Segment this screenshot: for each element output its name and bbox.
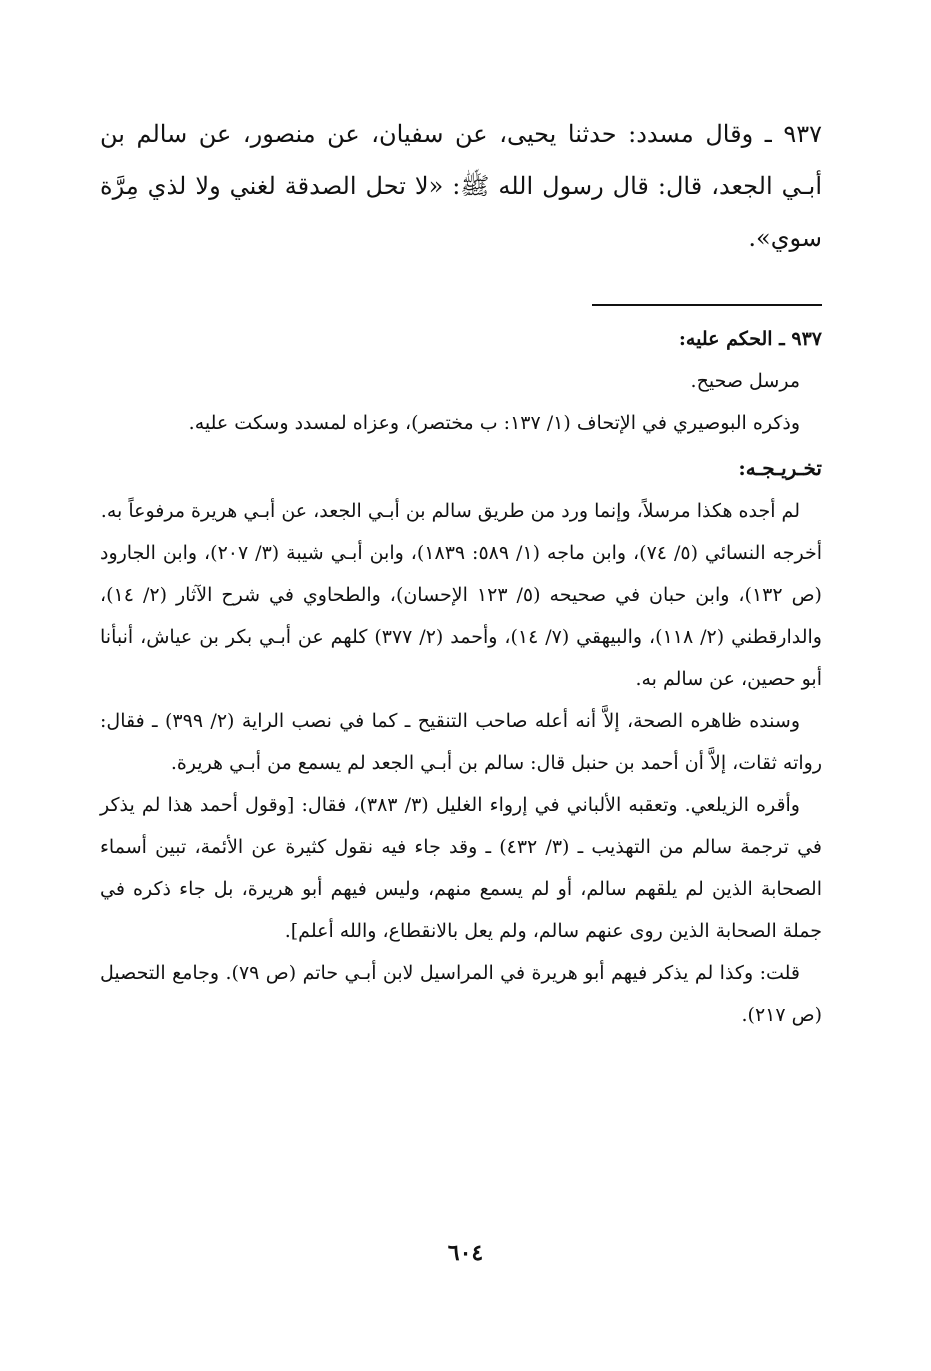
page-number: ٦٠٤ xyxy=(447,1240,484,1266)
busiri-reference: وذكره البوصيري في الإتحاف (١/ ١٣٧: ب مختصر)، وعزاه لمسدد وسكت عليه. xyxy=(188,412,800,434)
ruling-verdict: مرسل صحيح. xyxy=(690,370,800,392)
takhrij-paragraph-4: وأقره الزيلعي. وتعقبه الألباني في إرواء الغليل (٣/ ٣٨٣)، فقال: [وقول أحمد هذا لم يذكر في ترجمة سالم من التهذيب ـ (٣/ ٤٣٢) ـ وقد جاء فيه نقول كثيرة عن الأئمة، تبين أسماء الصحابة الذين لم يلقهم سالم، أو لم يسمع منهم، وليس فيهم أبو هريرة، بل جاء ذكره في جملة الصحابة الذين روى عنهم سالم، ولم يعل بالانقطاع، والله أعلم]. xyxy=(100,794,822,942)
hadith-text: ٩٣٧ ـ وقال مسدد: حدثنا يحيى، عن سفيان، عن منصور، عن سالم بن أبـي الجعد، قال: قال رسول الله ﷺ: «لا تحل الصدقة لغني ولا لذي مِرَّة سوي». xyxy=(100,120,822,252)
takhrij-paragraph-5: قلت: وكذا لم يذكر فيهم أبو هريرة في المراسيل لابن أبـي حاتم (ص ٧٩). وجامع التحصيل (ص ٢١٧). xyxy=(100,962,822,1026)
ruling-heading: ٩٣٧ ـ الحكم عليه: xyxy=(678,328,822,350)
page-body xyxy=(100,108,822,1036)
footnote-separator xyxy=(592,304,822,306)
takhrij-paragraph-1: لم أجده هكذا مرسلاً، وإنما ورد من طريق سالم بن أبـي الجعد، عن أبـي هريرة مرفوعاً به. xyxy=(100,500,800,522)
takhrij-paragraph-2: أخرجه النسائي (٥/ ٧٤)، وابن ماجه (١/ ٥٨٩: ١٨٣٩)، وابن أبـي شيبة (٣/ ٢٠٧)، وابن الجارود (ص ١٣٢)، وابن حبان في صحيحه (٥/ ١٢٣ الإحسان)، والطحاوي في شرح الآثار (٢/ ١٤)، والدارقطني (٢/ ١١٨)، والبيهقي (٧/ ١٤)، وأحمد (٢/ ٣٧٧) كلهم عن أبـي بكر بن عياش، أنبأنا أبو حصين، عن سالم به. xyxy=(100,542,822,690)
takhrij-paragraph-3: وسنده ظاهره الصحة، إلاَّ أنه أعله صاحب التنقيح ـ كما في نصب الراية (٢/ ٣٩٩) ـ فقال: رواته ثقات، إلاَّ أن أحمد بن حنبل قال: سالم بن أبـي الجعد لم يسمع من أبـي هريرة. xyxy=(100,710,822,774)
takhrij-heading: تخـريـجـه: xyxy=(738,456,822,480)
